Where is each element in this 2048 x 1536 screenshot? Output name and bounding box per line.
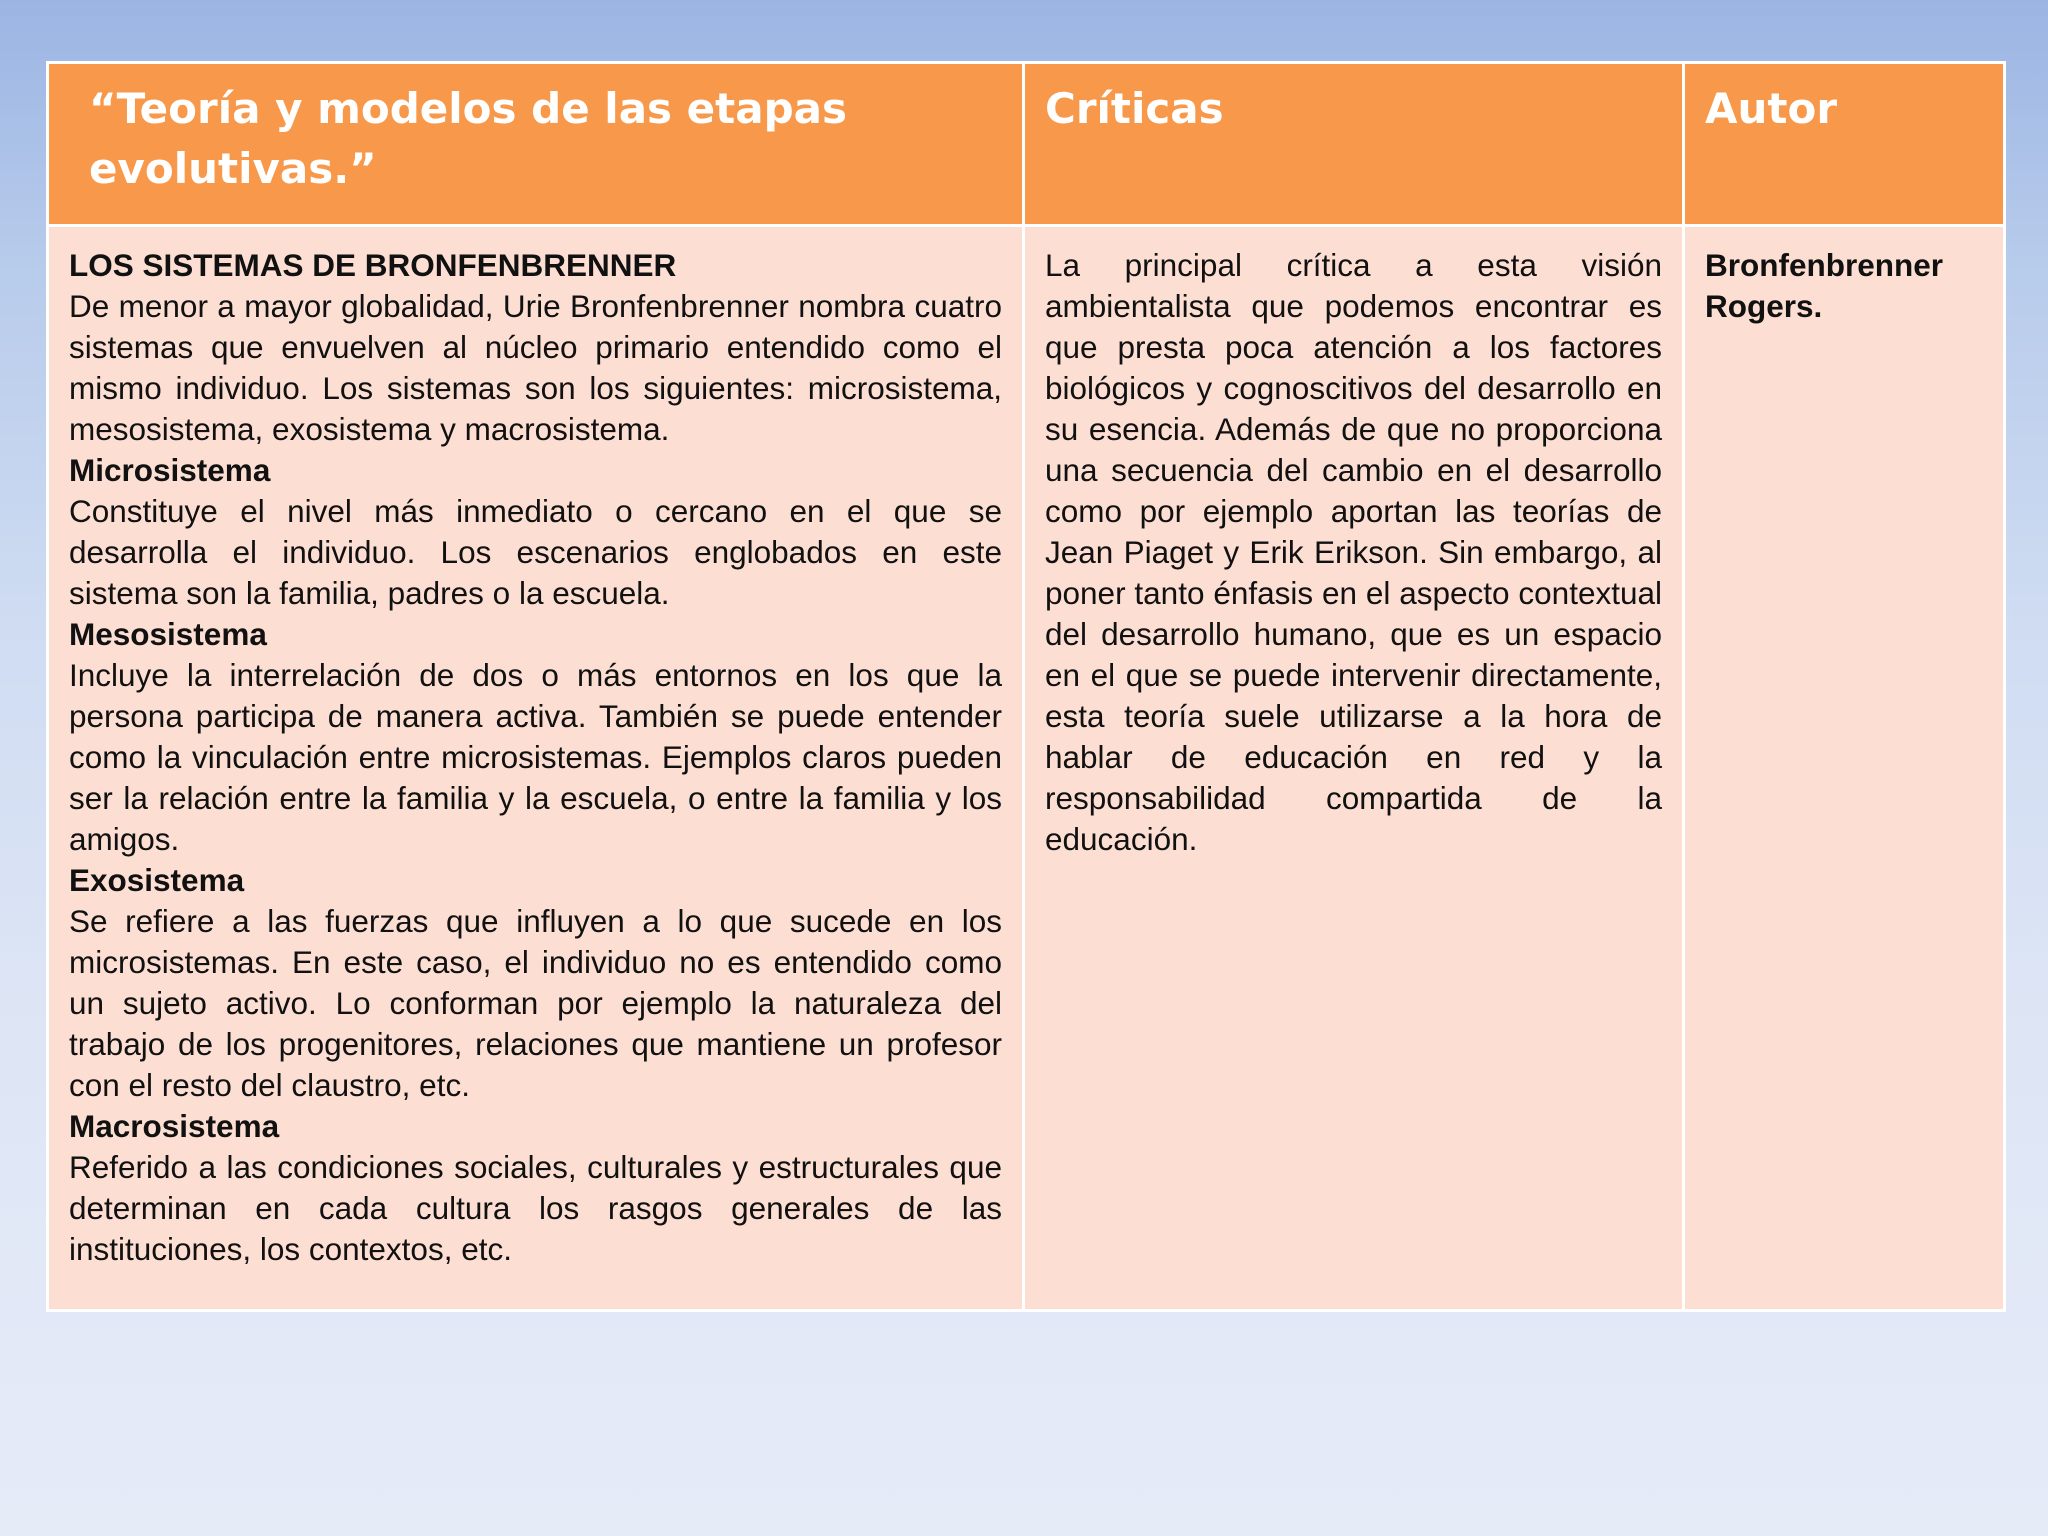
section-heading-microsistema: Microsistema (69, 452, 271, 488)
header-author: Autor (1684, 63, 2005, 226)
section-text-macrosistema: Referido a las condiciones sociales, culturales y estructurales que determinan en cada cultura los rasgos generales de las instituciones, los contextos, etc. (69, 1149, 1002, 1267)
criticism-text: La principal crítica a esta visión ambientalista que podemos encontrar es que presta poca atención a los factores biológicos y cognoscitivos del desarrollo en su esencia. Además de que no proporciona una secuencia del cambio en el desarrollo como por ejemplo aportan las teorías de Jean Piaget y Erik Erikson. Sin embargo, al poner tanto énfasis en el aspecto contextual del desarrollo humano, que es un espacio en el que se puede intervenir directamente, esta teoría suele utilizarse a la hora de hablar de educación en red y la responsabilidad compartida de la educación. (1045, 247, 1662, 857)
theory-intro: De menor a mayor globalidad, Urie Bronfenbrenner nombra cuatro sistemas que envuelven al núcleo primario entendido como el mismo individuo. Los sistemas son los siguientes: microsistema, mesosistema, exosistema y macrosistema. (69, 288, 1002, 447)
header-theory: “Teoría y modelos de las etapas evolutivas.” (48, 63, 1024, 226)
section-text-exosistema: Se refiere a las fuerzas que influyen a lo que sucede en los microsistemas. En este caso, el individuo no es entendido como un sujeto activo. Lo conforman por ejemplo la naturaleza del trabajo de los progenitores, relaciones que mantiene un profesor con el resto del claustro, etc. (69, 903, 1002, 1103)
header-criticism: Críticas (1024, 63, 1684, 226)
author-name-1: Bronfenbrenner (1705, 247, 1944, 283)
criticism-cell (1024, 226, 1684, 1311)
table-row (48, 226, 2005, 1311)
table-header-row (48, 63, 2005, 226)
theory-table (46, 61, 2006, 1312)
section-heading-exosistema: Exosistema (69, 862, 245, 898)
section-heading-mesosistema: Mesosistema (69, 616, 267, 652)
section-heading-macrosistema: Macrosistema (69, 1108, 280, 1144)
theory-main-title: LOS SISTEMAS DE BRONFENBRENNER (69, 247, 677, 283)
author-name-2: Rogers. (1705, 288, 1823, 324)
section-text-mesosistema: Incluye la interrelación de dos o más entornos en los que la persona participa de manera activa. También se puede entender como la vinculación entre microsistemas. Ejemplos claros pueden ser la relación entre la familia y la escuela, o entre la familia y los amigos. (69, 657, 1002, 857)
section-text-microsistema: Constituye el nivel más inmediato o cercano en el que se desarrolla el individuo. Los escenarios englobados en este sistema son la familia, padres o la escuela. (69, 493, 1002, 611)
theory-cell (48, 226, 1024, 1311)
author-cell (1684, 226, 2005, 1311)
